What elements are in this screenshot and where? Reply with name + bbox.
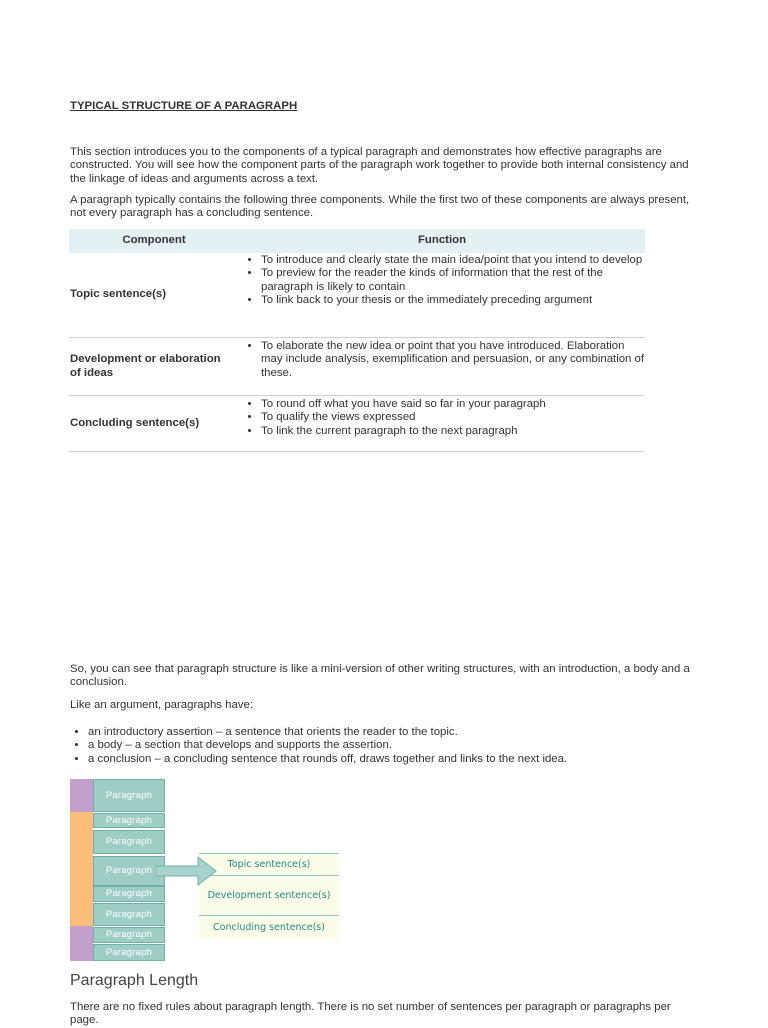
paragraph-block: Paragraph [93,927,165,943]
paragraph-block: Paragraph [93,903,165,926]
development-sentence-block: Development sentence(s) [199,875,339,915]
topic-sentence-block: Topic sentence(s) [199,853,339,875]
conclusion-bar [70,926,93,961]
paragraph-structure-diagram [70,779,340,961]
introduction-bar [70,779,93,812]
component-cell: Topic sentence(s) [69,253,239,338]
component-cell: Concluding sentence(s) [69,396,239,452]
paragraph-block: Paragraph [93,830,165,854]
function-list [239,396,645,438]
function-list [239,338,645,380]
function-item: • To introduce and clearly state the main idea/point that you intend to develop [261,254,645,267]
paragraph-block: Paragraph [93,779,165,812]
components-table [69,229,645,452]
arrow-right-icon [156,855,218,889]
length-paragraph: There are no fixed rules about paragraph length. There is no set number of sentences per paragraph or paragraphs per page. [70,1001,671,1027]
function-item: • To link the current paragraph to the next paragraph [261,425,645,438]
list-item: • a body – a section that develops and supports the assertion. [88,739,708,752]
paragraph-block: Paragraph [93,944,165,961]
argument-list [70,726,708,766]
function-item: • To link back to your thesis or the immediately preceding argument [261,294,645,307]
argument-intro: Like an argument, paragraphs have: [70,699,254,711]
intro-paragraph-2: A paragraph typically contains the following three components. While the first two of these components are always present, not every paragraph has a concluding sentence. [70,194,690,220]
function-item: • To preview for the reader the kinds of information that the rest of the paragraph is likely to contain [261,267,645,294]
list-item: • a conclusion – a concluding sentence that rounds off, draws together and links to the next idea. [88,753,708,766]
function-item: • To qualify the views expressed [261,411,645,424]
list-item: • an introductory assertion – a sentence that orients the reader to the topic. [88,726,708,739]
paragraph-block: Paragraph [93,886,165,902]
paragraph-block: Paragraph [93,856,165,886]
function-item: • To elaborate the new idea or point that you have introduced. Elaboration may include analysis, exemplification and persuasion, or any combination of these. [261,340,645,380]
function-item: • To round off what you have said so far in your paragraph [261,398,645,411]
summary-paragraph: So, you can see that paragraph structure is like a mini-version of other writing structures, with an introduction, a body and a conclusion. [70,663,690,689]
page-title: TYPICAL STRUCTURE OF A PARAGRAPH [70,100,298,112]
concluding-sentence-block: Concluding sentence(s) [199,915,339,939]
table-row [69,396,645,452]
intro-paragraph-1: This section introduces you to the components of a typical paragraph and demonstrates how effective paragraphs are constructed. You will see how the component parts of the paragraph work together to provide both internal consistency and the linkage of ideas and arguments across a text. [70,146,689,185]
table-row [69,338,645,396]
table-row [69,253,645,338]
header-component: Component [69,229,239,253]
function-cell [239,338,645,396]
section-heading: Paragraph Length [70,972,199,989]
paragraph-block: Paragraph [93,813,165,828]
function-cell [239,253,645,338]
function-list [239,253,645,308]
table-header-row [69,229,645,253]
header-function: Function [239,229,645,253]
function-cell [239,396,645,452]
component-cell: Development or elaboration of ideas [69,338,239,396]
body-bar [70,812,93,926]
